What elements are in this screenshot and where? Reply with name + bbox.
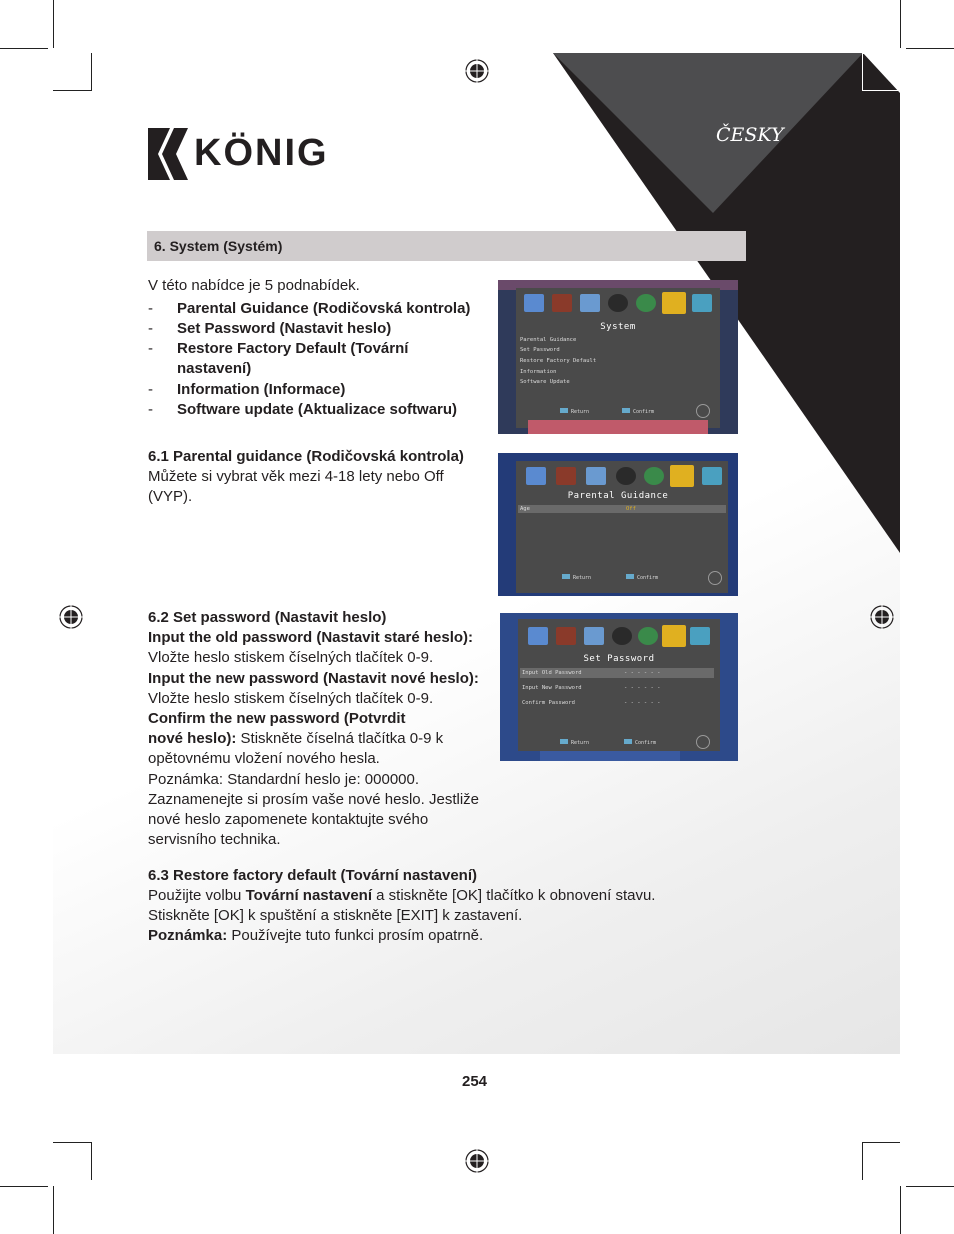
field-label: Input the new password (Nastavit nové heslo): bbox=[148, 670, 479, 687]
globe-icon bbox=[638, 627, 658, 645]
globe-icon bbox=[636, 294, 656, 312]
field-label: Input the old password (Nastavit staré heslo): bbox=[148, 629, 474, 646]
list-item-continuation: nastavení) bbox=[177, 360, 252, 377]
bullet-dash: - bbox=[148, 381, 153, 398]
system-gear-icon bbox=[662, 625, 686, 647]
tv-password-mask: - - - - - - bbox=[624, 670, 661, 676]
tv-return-hint bbox=[562, 574, 591, 581]
corner-box bbox=[862, 53, 900, 91]
tv-confirm-hint bbox=[626, 574, 658, 581]
tools-icon bbox=[692, 294, 712, 312]
tv-menu-item: Parental Guidance bbox=[520, 337, 577, 343]
subsection-heading: 6.1 Parental guidance (Rodičovská kontrola) bbox=[148, 448, 464, 465]
tv-return-label: Return bbox=[571, 740, 590, 746]
channel-icon bbox=[584, 627, 604, 645]
subsection-heading: 6.3 Restore factory default (Tovární nastavení) bbox=[148, 867, 477, 884]
page-number: 254 bbox=[462, 1073, 488, 1090]
list-item: Parental Guidance (Rodičovská kontrola) bbox=[177, 300, 471, 317]
paragraph-line bbox=[148, 926, 483, 946]
system-gear-icon bbox=[662, 292, 686, 314]
paragraph-line: (VYP). bbox=[148, 488, 193, 505]
tv-menu-item: Confirm Password bbox=[522, 700, 575, 706]
paragraph-line: Poznámka: Standardní heslo je: 000000. bbox=[148, 771, 420, 788]
tv-menu-title: System bbox=[600, 322, 636, 332]
screenshot-set-password bbox=[500, 613, 738, 761]
tv-nav-icon bbox=[696, 735, 710, 749]
crop-mark bbox=[53, 1186, 54, 1234]
crop-mark bbox=[91, 1142, 92, 1180]
picture-icon bbox=[556, 467, 576, 485]
tv-menu-item: Input Old Password bbox=[522, 670, 582, 676]
field-label: nové heslo): bbox=[148, 730, 237, 747]
crop-mark bbox=[0, 48, 48, 49]
crop-mark bbox=[900, 1186, 901, 1234]
tv-return-label: Return bbox=[573, 575, 592, 581]
disc-icon bbox=[608, 294, 628, 312]
tv-password-mask: - - - - - - bbox=[624, 700, 661, 706]
screenshot-system-menu bbox=[498, 280, 738, 434]
registration-mark-icon bbox=[464, 1148, 490, 1174]
tv-return-hint bbox=[560, 739, 589, 746]
tv-age-value: Off bbox=[626, 506, 636, 512]
crop-mark bbox=[53, 90, 91, 91]
crop-mark bbox=[862, 1142, 900, 1143]
tv-return-label: Return bbox=[571, 409, 590, 415]
tv-return-hint bbox=[560, 408, 589, 415]
paragraph-text: a stiskněte [OK] tlačítko k obnovení stavu. bbox=[372, 887, 656, 904]
intro-text: V této nabídce je 5 podnabídek. bbox=[148, 277, 360, 294]
paragraph-line bbox=[148, 886, 655, 906]
crop-mark bbox=[900, 0, 901, 48]
tv-menu-item: Restore Factory Default bbox=[520, 358, 597, 364]
logo-mark-icon bbox=[148, 128, 188, 180]
tv-nav-icon bbox=[708, 571, 722, 585]
crop-mark bbox=[906, 1186, 954, 1187]
section-heading-bar bbox=[147, 231, 746, 261]
list-item: Software update (Aktualizace softwaru) bbox=[177, 401, 458, 418]
tv-menu-title: Parental Guidance bbox=[567, 491, 669, 501]
language-label: ČESKY bbox=[716, 124, 784, 146]
paragraph-text: Použijte volbu bbox=[148, 887, 246, 904]
brand-name: KÖNIG bbox=[194, 132, 329, 174]
tools-icon bbox=[702, 467, 722, 485]
bullet-dash: - bbox=[148, 300, 153, 317]
crop-mark bbox=[53, 1142, 91, 1143]
tv-nav-icon bbox=[696, 404, 710, 418]
bullet-dash: - bbox=[148, 320, 153, 337]
system-gear-icon bbox=[670, 465, 694, 487]
disc-icon bbox=[612, 627, 632, 645]
tv-icon bbox=[524, 294, 544, 312]
list-item: Information (Informace) bbox=[177, 381, 346, 398]
channel-icon bbox=[586, 467, 606, 485]
tools-icon bbox=[690, 627, 710, 645]
channel-icon bbox=[580, 294, 600, 312]
tv-menu-item: Software Update bbox=[520, 379, 570, 385]
crop-mark bbox=[91, 53, 92, 91]
tv-menu-title: Set Password bbox=[583, 654, 655, 664]
paragraph-text: Stiskněte číselná tlačítka 0-9 k bbox=[236, 730, 444, 747]
paragraph-line: Můžete si vybrat věk mezi 4-18 lety nebo Off bbox=[148, 468, 444, 485]
tv-menu-item: Set Password bbox=[520, 347, 560, 353]
picture-icon bbox=[556, 627, 576, 645]
paragraph-line: servisního technika. bbox=[148, 831, 281, 848]
bullet-dash: - bbox=[148, 401, 153, 418]
paragraph-line: Vložte heslo stiskem číselných tlačítek 0-9. bbox=[148, 690, 434, 707]
crop-mark bbox=[53, 0, 54, 48]
section-title: 6. System (Systém) bbox=[154, 238, 283, 254]
tv-icon bbox=[528, 627, 548, 645]
paragraph-line: Vložte heslo stiskem číselných tlačítek 0-9. bbox=[148, 649, 434, 666]
crop-mark bbox=[862, 1142, 863, 1180]
registration-mark-icon bbox=[58, 604, 84, 630]
list-item: Restore Factory Default (Tovární bbox=[177, 340, 409, 357]
tv-password-mask: - - - - - - bbox=[624, 685, 661, 691]
crop-mark bbox=[0, 1186, 48, 1187]
tv-menu-item: Input New Password bbox=[522, 685, 582, 691]
paragraph-line: Stiskněte [OK] k spuštění a stiskněte [EXIT] k zastavení. bbox=[148, 907, 523, 924]
screenshot-parental-guidance bbox=[498, 453, 738, 596]
globe-icon bbox=[644, 467, 664, 485]
emphasis: Tovární nastavení bbox=[245, 887, 372, 904]
paragraph-line: Zaznamenejte si prosím vaše nové heslo. Jestliže bbox=[148, 791, 479, 808]
registration-mark-icon bbox=[464, 58, 490, 84]
disc-icon bbox=[616, 467, 636, 485]
paragraph-line bbox=[148, 729, 443, 749]
paragraph-text: Používejte tuto funkci prosím opatrně. bbox=[227, 927, 484, 944]
tv-confirm-label: Confirm bbox=[635, 740, 657, 746]
field-label: Confirm the new password (Potvrdit bbox=[148, 710, 406, 727]
bullet-dash: - bbox=[148, 340, 153, 357]
paragraph-line: opětovnému vložení nového hesla. bbox=[148, 750, 380, 767]
tv-confirm-label: Confirm bbox=[633, 409, 655, 415]
tv-selected-row bbox=[518, 505, 726, 513]
crop-mark bbox=[906, 48, 954, 49]
tv-age-label: Age bbox=[520, 506, 530, 512]
note-label: Poznámka: bbox=[148, 927, 228, 944]
subsection-heading: 6.2 Set password (Nastavit heslo) bbox=[148, 609, 387, 626]
tv-confirm-label: Confirm bbox=[637, 575, 659, 581]
registration-mark-icon bbox=[869, 604, 895, 630]
tv-confirm-hint bbox=[622, 408, 654, 415]
picture-icon bbox=[552, 294, 572, 312]
paragraph-line: nové heslo zapomenete kontaktujte svého bbox=[148, 811, 429, 828]
tv-menu-item: Information bbox=[520, 369, 557, 375]
list-item: Set Password (Nastavit heslo) bbox=[177, 320, 392, 337]
tv-confirm-hint bbox=[624, 739, 656, 746]
tv-icon bbox=[526, 467, 546, 485]
